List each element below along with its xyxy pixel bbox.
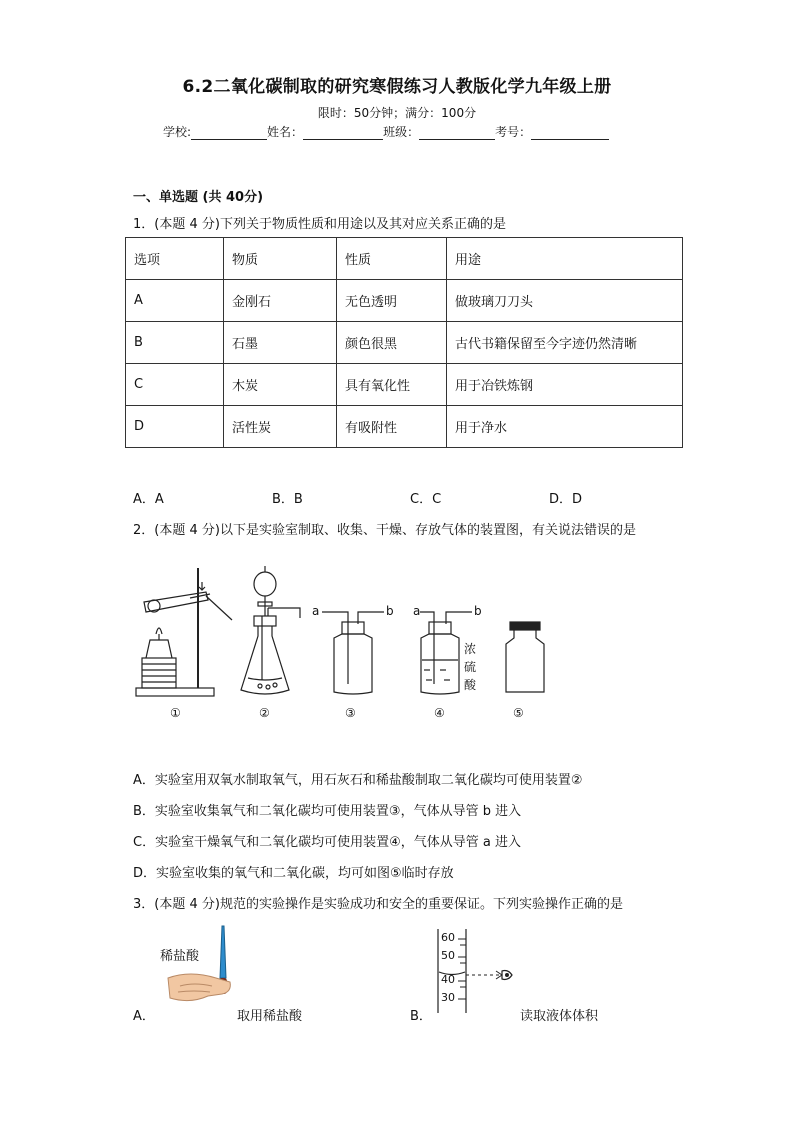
name-field[interactable] [303, 127, 383, 140]
apparatus-number: ③ [345, 706, 356, 720]
dropper-hand-illustration [160, 922, 240, 1006]
apparatus-5-gas-jar [506, 622, 544, 692]
cylinder-tick-label: 50 [441, 949, 455, 962]
sulfuric-acid-label: 硫 [464, 660, 477, 674]
table-cell: 金刚石 [224, 280, 337, 322]
table-header-cell: 选项 [126, 238, 224, 280]
apparatus-3-collection-bottle [322, 612, 384, 694]
class-label: 班级： [383, 125, 420, 139]
q2-option-c[interactable]: C．实验室干燥氧气和二氧化碳均可使用装置④，气体从导管 a 进入 [133, 835, 521, 850]
cylinder-tick-label: 60 [441, 931, 455, 944]
table-cell: 用于冶铁炼钢 [447, 364, 683, 406]
q1-option-b[interactable]: B．B [272, 492, 303, 507]
table-cell: C [126, 364, 224, 406]
page-title: 6.2二氧化碳制取的研究寒假练习人教版化学九年级上册 [182, 77, 612, 97]
table-row [126, 406, 683, 448]
question-3-stem: 3．(本题 4 分)规范的实验操作是实验成功和安全的重要保证。下列实验操作正确的是 [133, 897, 623, 912]
exam-limits: 限时：50分钟；满分：100分 [317, 106, 477, 120]
q3-option-a-caption: 取用稀盐酸 [237, 1009, 303, 1024]
dilute-hcl-label: 稀盐酸 [160, 949, 200, 964]
apparatus-number: ⑤ [513, 706, 524, 720]
table-cell: 具有氧化性 [337, 364, 447, 406]
tube-label-a: a [413, 604, 421, 618]
school-field[interactable] [191, 127, 267, 140]
table-cell: 无色透明 [337, 280, 447, 322]
tube-label-b: b [474, 604, 482, 618]
q2-option-b[interactable]: B．实验室收集氧气和二氧化碳均可使用装置③，气体从导管 b 进入 [133, 804, 522, 819]
q2-option-d[interactable]: D．实验室收集的氧气和二氧化碳，均可如图⑤临时存放 [133, 866, 454, 881]
table-cell: 石墨 [224, 322, 337, 364]
student-info-row [163, 123, 609, 140]
table-header-row [126, 238, 683, 280]
q1-option-a[interactable]: A．A [133, 492, 164, 507]
section-title: 一、单选题 (共 40分) [133, 190, 264, 205]
question-2-stem: 2．(本题 4 分)以下是实验室制取、收集、干燥、存放气体的装置图，有关说法错误的是 [133, 523, 636, 538]
q3-option-b-caption: 读取液体体积 [520, 1009, 599, 1024]
table-cell: 木炭 [224, 364, 337, 406]
table-cell: A [126, 280, 224, 322]
tube-label-a: a [312, 604, 320, 618]
school-label: 学校: [163, 125, 192, 139]
q2-option-a[interactable]: A．实验室用双氧水制取氧气，用石灰石和稀盐酸制取二氧化碳均可使用装置② [133, 773, 583, 788]
q3-option-b-letter[interactable]: B． [410, 1009, 432, 1024]
table-cell: B [126, 322, 224, 364]
q3-option-a-letter[interactable]: A． [133, 1009, 155, 1024]
tube-label-b: b [386, 604, 394, 618]
q1-option-c[interactable]: C．C [410, 492, 442, 507]
question-1-stem: 1．(本题 4 分)下列关于物质性质和用途以及其对应关系正确的是 [133, 217, 506, 232]
table-cell: 有吸附性 [337, 406, 447, 448]
table-row [126, 364, 683, 406]
apparatus-2-conical-flask [241, 566, 300, 694]
q1-option-d[interactable]: D．D [549, 492, 583, 507]
sulfuric-acid-label: 浓 [464, 642, 477, 656]
class-field[interactable] [419, 127, 495, 140]
table-row [126, 322, 683, 364]
table-header-cell: 物质 [224, 238, 337, 280]
table-cell: 活性炭 [224, 406, 337, 448]
table-row [126, 280, 683, 322]
cylinder-tick-label: 30 [441, 991, 455, 1004]
table-cell: 古代书籍保留至今字迹仍然清晰 [447, 322, 683, 364]
cylinder-tick-label: 40 [441, 973, 455, 986]
exam-number-field[interactable] [531, 127, 609, 140]
table-cell: 用于净水 [447, 406, 683, 448]
apparatus-1-heating [136, 568, 232, 696]
apparatus-number: ② [259, 706, 270, 720]
table-cell: 做玻璃刀刀头 [447, 280, 683, 322]
table-header-cell: 用途 [447, 238, 683, 280]
question-1-table [125, 237, 683, 448]
sulfuric-acid-label: 酸 [464, 678, 477, 692]
name-label: 姓名： [267, 125, 304, 139]
table-header-cell: 性质 [337, 238, 447, 280]
exam-number-label: 考号： [495, 125, 532, 139]
apparatus-number: ① [170, 706, 181, 720]
table-cell: 颜色很黑 [337, 322, 447, 364]
gas-apparatus-figure [128, 560, 568, 730]
table-cell: D [126, 406, 224, 448]
apparatus-number: ④ [434, 706, 445, 720]
